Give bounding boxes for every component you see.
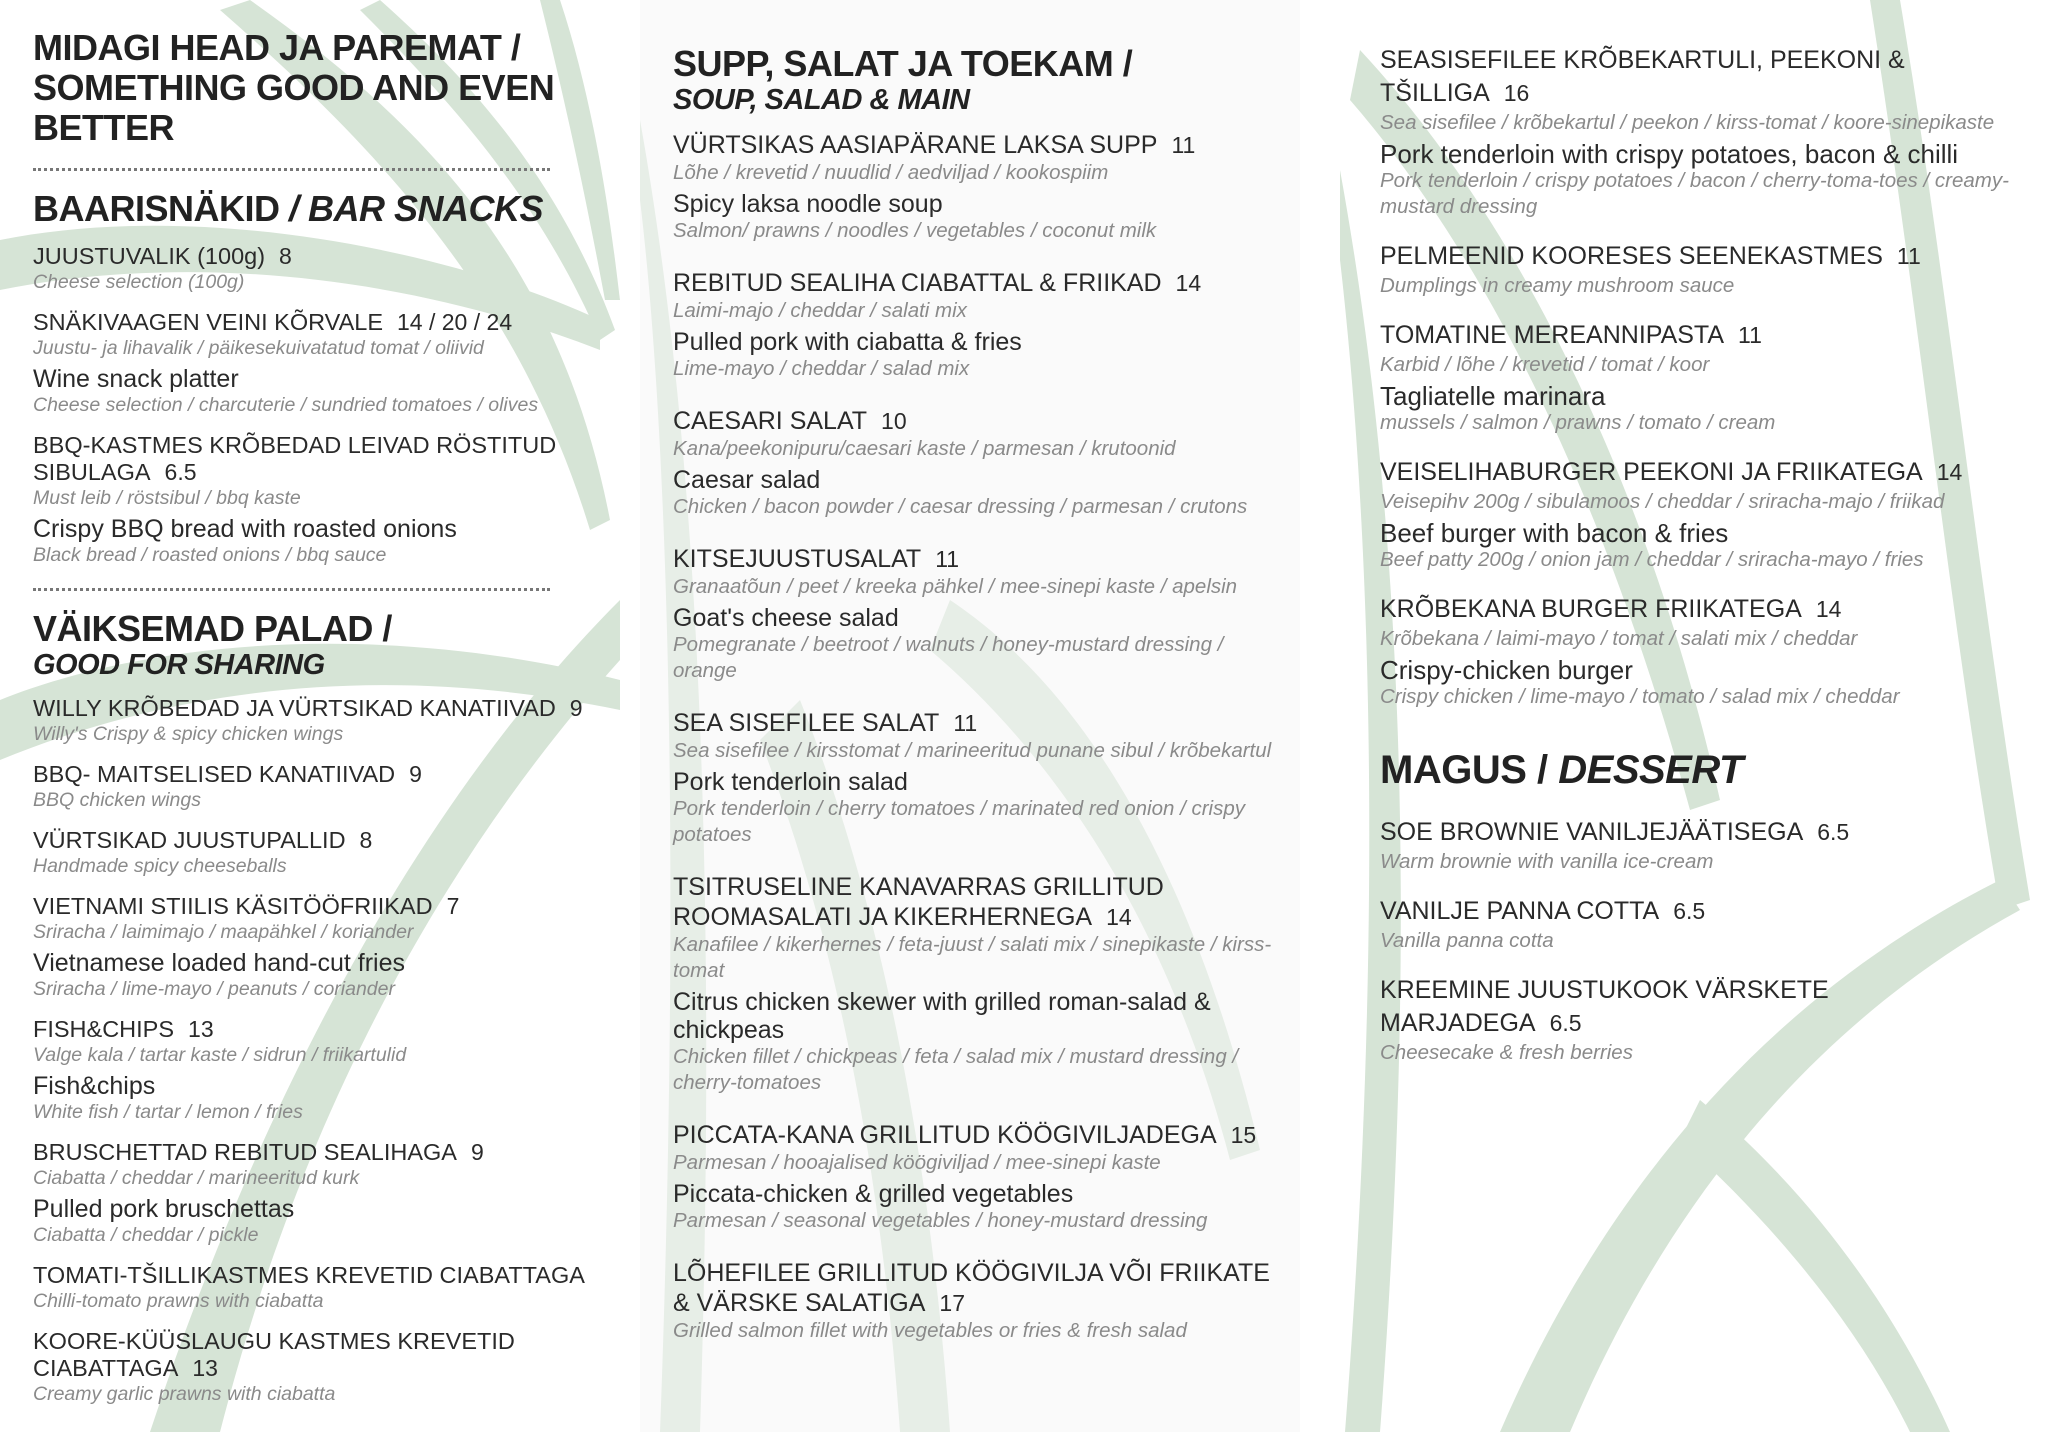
item-title-en: Tagliatelle marinara (1380, 381, 1606, 411)
item-title-et (33, 827, 590, 854)
item-price: 11 (1896, 243, 1921, 269)
item-name: KITSEJUUSTUSALAT (673, 545, 922, 573)
item-title-en: Pulled pork with ciabatta & fries (673, 328, 1022, 356)
menu-item (1380, 593, 2028, 710)
item-description-et: Sea sisefilee / krõbekartul / peekon / kirss-tomat / koore-sinepikaste (1380, 111, 1995, 134)
item-description-en: White fish / tartar / lemon / fries (33, 1101, 303, 1123)
item-description-et: Laimi-majo / cheddar / salati mix (673, 299, 967, 322)
item-name: VÜRTSIKAD JUUSTUPALLID (33, 827, 346, 853)
item-description-et: Ciabatta / cheddar / marineeritud kurk (33, 1167, 360, 1189)
item-name: TOMATI-TŠILLIKASTMES KREVETID CIABATTAGA (33, 1262, 585, 1288)
item-name: KREEMINE JUUSTUKOOK VÄRSKETE MARJADEGA (1380, 976, 1829, 1037)
section-heading (1380, 750, 2028, 790)
item-description-et: Granaatõun / peet / kreeka pähkel / mee-sinepi kaste / apelsin (673, 575, 1238, 598)
item-name: KOORE-KÜÜSLAUGU KASTMES KREVETID CIABATTAGA (33, 1328, 515, 1381)
menu-item (673, 1120, 1280, 1234)
item-price: 16 (1503, 80, 1530, 106)
item-title-en: Vietnamese loaded hand-cut fries (33, 949, 405, 977)
item-name: BBQ-KASTMES KRÕBEDAD LEIVAD RÖSTITUD SIBULAGA (33, 432, 557, 485)
menu-column-1 (0, 0, 620, 1432)
item-price: 14 (1106, 904, 1132, 930)
item-title-en: Citrus chicken skewer with grilled roman-salad & chickpeas (673, 988, 1211, 1044)
menu-item (673, 872, 1280, 1096)
item-description-et: Cheesecake & fresh berries (1380, 1041, 1633, 1064)
menu-item (33, 243, 590, 295)
section-heading (673, 44, 1280, 116)
item-price: 13 (192, 1355, 218, 1381)
item-price: 10 (881, 408, 907, 434)
section-heading-et: SUPP, SALAT JA TOEKAM / (673, 43, 1133, 84)
menu-item (33, 432, 590, 568)
item-description-en: Chicken fillet / chickpeas / feta / salad mix / mustard dressing / cherry-tomatoes (673, 1045, 1239, 1094)
item-name: REBITUD SEALIHA CIABATTAL & FRIIKAD (673, 269, 1162, 297)
item-price: 11 (1171, 132, 1196, 158)
item-description-et: Parmesan / hooajalised köögiviljad / mee-sinepi kaste (673, 1151, 1161, 1174)
section-heading (33, 609, 590, 681)
item-price: 11 (935, 546, 960, 572)
item-name: SEA SISEFILEE SALAT (673, 709, 940, 737)
menu-item (1380, 816, 2028, 875)
item-title-et (33, 309, 590, 336)
menu-item (1380, 240, 2028, 299)
item-title-et (33, 1262, 590, 1289)
item-price: 6.5 (1673, 898, 1706, 924)
item-description-en: Cheese selection / charcuterie / sundried tomatoes / olives (33, 394, 539, 416)
item-description-et: Chilli-tomato prawns with ciabatta (33, 1290, 324, 1312)
menu-item (673, 1258, 1280, 1344)
item-description-et: Juustu- ja lihavalik / päikesekuivatatud tomat / oliivid (33, 337, 484, 359)
item-description-et: Cheese selection (100g) (33, 271, 245, 293)
section-heading-et: MAGUS / (1380, 748, 1548, 792)
menu-title: MIDAGI HEAD JA PAREMAT / SOMETHING GOOD AND EVEN BETTER (33, 27, 555, 148)
item-description-et: Warm brownie with vanilla ice-cream (1380, 850, 1714, 873)
item-price: 9 (569, 695, 583, 721)
item-description-en: Pork tenderloin / crispy potatoes / bacon / cherry-toma-toes / creamy-mustard dressing (1380, 169, 2009, 218)
item-title-et (673, 406, 1280, 436)
item-title-et (1380, 44, 2028, 110)
menu-item (673, 708, 1280, 848)
item-title-et (33, 695, 590, 722)
item-description-et: Must leib / röstsibul / bbq kaste (33, 487, 301, 509)
item-title-en: Spicy laksa noodle soup (673, 190, 943, 218)
item-description-et: Kana/peekonipuru/caesari kaste / parmesan / krutoonid (673, 437, 1176, 460)
item-description-en: mussels / salmon / prawns / tomato / cream (1380, 411, 1776, 434)
item-price: 13 (188, 1016, 214, 1042)
item-name: TOMATINE MEREANNIPASTA (1380, 321, 1725, 349)
item-description-et: Dumplings in creamy mushroom sauce (1380, 274, 1735, 297)
item-title-en: Beef burger with bacon & fries (1380, 518, 1729, 548)
item-name: VIETNAMI STIILIS KÄSITÖÖFRIIKAD (33, 893, 433, 919)
item-name: KRÕBEKANA BURGER FRIIKATEGA (1380, 595, 1802, 623)
menu-item (33, 1262, 590, 1314)
item-name: FISH&CHIPS (33, 1016, 175, 1042)
section-heading-en: / BAR SNACKS (289, 188, 544, 229)
menu-item (33, 1328, 590, 1407)
section-heading (33, 189, 590, 229)
item-title-en: Wine snack platter (33, 365, 239, 393)
menu-item (673, 544, 1280, 684)
item-title-en: Crispy-chicken burger (1380, 655, 1633, 685)
menu-item (1380, 895, 2028, 954)
item-price: 15 (1230, 1122, 1257, 1148)
item-description-en: Pork tenderloin / cherry tomatoes / marinated red onion / crispy potatoes (673, 797, 1245, 846)
item-title-en: Piccata-chicken & grilled vegetables (673, 1180, 1074, 1208)
item-description-et: Creamy garlic prawns with ciabatta (33, 1383, 336, 1405)
item-description-et: Lõhe / krevetid / nuudlid / aedviljad / kookospiim (673, 161, 1109, 184)
item-name: LÕHEFILEE GRILLITUD KÖÖGIVILJA VÕI FRIIKATE & VÄRSKE SALATIGA (673, 1259, 1270, 1317)
item-title-et (1380, 240, 2028, 273)
item-name: SEASISEFILEE KRÕBEKARTULI, PEEKONI & TŠILLIGA (1380, 46, 1905, 107)
item-title-et (33, 1139, 590, 1166)
menu-column-2 (640, 0, 1300, 1432)
item-name: WILLY KRÕBEDAD JA VÜRTSIKAD KANATIIVAD (33, 695, 556, 721)
item-price: 6.5 (1549, 1010, 1582, 1036)
menu-item (673, 268, 1280, 382)
menu-item (1380, 319, 2028, 436)
item-description-et: Veisepihv 200g / sibulamoos / cheddar / sriracha-majo / friikad (1380, 490, 1945, 513)
menu-item (33, 893, 590, 1002)
section-heading-et: BAARISNÄKID (33, 188, 280, 229)
item-name: CAESARI SALAT (673, 407, 868, 435)
item-title-et (1380, 456, 2028, 489)
item-title-en: Pork tenderloin with crispy potatoes, bacon & chilli (1380, 139, 1959, 169)
item-name: SOE BROWNIE VANILJEJÄÄTISEGA (1380, 818, 1804, 846)
item-price: 8 (279, 243, 292, 269)
item-title-et (33, 243, 590, 270)
item-description-et: Grilled salmon fillet with vegetables or fries & fresh salad (673, 1319, 1187, 1342)
dotted-divider (33, 168, 550, 171)
menu-column-3 (1340, 0, 2048, 1432)
item-description-en: Black bread / roasted onions / bbq sauce (33, 544, 387, 566)
menu-item (1380, 456, 2028, 573)
item-description-en: Chicken / bacon powder / caesar dressing / parmesan / crutons (673, 495, 1248, 518)
item-title-et (673, 130, 1280, 160)
item-title-et (33, 893, 590, 920)
item-name: VÜRTSIKAS AASIAPÄRANE LAKSA SUPP (673, 131, 1158, 159)
section-heading-et: VÄIKSEMAD PALAD / (33, 608, 392, 649)
menu-item (1380, 974, 2028, 1066)
item-price: 9 (470, 1139, 484, 1165)
item-title-et (33, 761, 590, 788)
item-price: 17 (939, 1290, 965, 1316)
item-name: TSITRUSELINE KANAVARRAS GRILLITUD ROOMASALATI JA KIKERHERNEGA (673, 873, 1164, 931)
item-description-et: Sriracha / laimimajo / maapähkel / koriander (33, 921, 414, 943)
item-description-en: Lime-mayo / cheddar / salad mix (673, 357, 970, 380)
item-description-en: Ciabatta / cheddar / pickle (33, 1224, 259, 1246)
item-title-et (1380, 974, 2028, 1040)
item-price: 11 (1738, 322, 1762, 348)
menu-item (33, 695, 590, 747)
item-title-et (1380, 895, 2028, 928)
item-title-en: Pork tenderloin salad (673, 768, 908, 796)
item-name: JUUSTUVALIK (100g) (33, 243, 266, 269)
item-title-en: Pulled pork bruschettas (33, 1195, 295, 1223)
menu-item (33, 827, 590, 879)
item-description-en: Sriracha / lime-mayo / peanuts / coriander (33, 978, 395, 1000)
item-description-en: Pomegranate / beetroot / walnuts / honey-mustard dressing / orange (673, 633, 1224, 682)
item-name: PICCATA-KANA GRILLITUD KÖÖGIVILJADEGA (673, 1121, 1217, 1149)
item-title-et (673, 1120, 1280, 1150)
menu-item (673, 130, 1280, 244)
item-description-en: Salmon/ prawns / noodles / vegetables / coconut milk (673, 219, 1157, 242)
item-title-et (33, 1328, 590, 1382)
item-description-et: BBQ chicken wings (33, 789, 201, 811)
item-description-et: Willy's Crispy & spicy chicken wings (33, 723, 344, 745)
item-title-et (673, 708, 1280, 738)
menu-item (1380, 44, 2028, 220)
item-price: 14 (1936, 459, 1963, 485)
item-title-et (33, 432, 590, 486)
item-description-en: Beef patty 200g / onion jam / cheddar / sriracha-mayo / fries (1380, 548, 1924, 571)
item-title-en: Fish&chips (33, 1072, 156, 1100)
item-name: SNÄKIVAAGEN VEINI KÕRVALE (33, 309, 384, 335)
item-title-et (1380, 319, 2028, 352)
item-title-et (33, 1016, 590, 1043)
item-title-et (673, 872, 1280, 932)
item-name: VEISELIHABURGER PEEKONI JA FRIIKATEGA (1380, 458, 1923, 486)
item-description-et: Sea sisefilee / kirsstomat / marineeritud punane sibul / krõbekartul (673, 739, 1272, 762)
item-price: 14 / 20 / 24 (397, 309, 513, 335)
item-description-et: Krõbekana / laimi-mayo / tomat / salati mix / cheddar (1380, 627, 1858, 650)
item-price: 6.5 (164, 459, 197, 485)
item-price: 9 (409, 761, 422, 787)
item-title-en: Crispy BBQ bread with roasted onions (33, 515, 457, 543)
item-name: BRUSCHETTAD REBITUD SEALIHAGA (33, 1139, 457, 1165)
item-title-et (673, 544, 1280, 574)
dotted-divider (33, 588, 550, 591)
section-heading-en: SOUP, SALAD & MAIN (673, 84, 970, 116)
item-description-et: Handmade spicy cheeseballs (33, 855, 287, 877)
item-description-et: Valge kala / tartar kaste / sidrun / friikartulid (33, 1044, 407, 1066)
item-description-et: Kanafilee / kikerhernes / feta-juust / salati mix / sinepikaste / kirss-tomat (673, 933, 1272, 982)
item-description-en: Crispy chicken / lime-mayo / tomato / salad mix / cheddar (1380, 685, 1900, 708)
item-price: 7 (446, 893, 460, 919)
item-description-et: Vanilla panna cotta (1380, 929, 1554, 952)
item-title-et (673, 1258, 1280, 1318)
menu-item (33, 761, 590, 813)
item-title-et (673, 268, 1280, 298)
item-price: 6.5 (1817, 819, 1850, 845)
item-title-en: Caesar salad (673, 466, 821, 494)
item-price: 8 (359, 827, 373, 853)
menu-item (33, 1016, 590, 1125)
item-description-en: Parmesan / seasonal vegetables / honey-mustard dressing (673, 1209, 1208, 1232)
item-name: PELMEENID KOORESES SEENEKASTMES (1380, 242, 1883, 270)
item-price: 11 (953, 710, 978, 736)
item-price: 14 (1815, 596, 1842, 622)
item-title-et (1380, 593, 2028, 626)
item-title-et (1380, 816, 2028, 849)
item-description-et: Karbid / lõhe / krevetid / tomat / koor (1380, 353, 1710, 376)
menu-item (33, 1139, 590, 1248)
item-name: BBQ- MAITSELISED KANATIIVAD (33, 761, 396, 787)
menu-item (33, 309, 590, 418)
item-title-en: Goat's cheese salad (673, 604, 899, 632)
item-name: VANILJE PANNA COTTA (1380, 897, 1660, 925)
item-price: 14 (1175, 270, 1202, 296)
menu-item (673, 406, 1280, 520)
section-heading-en: GOOD FOR SHARING (33, 649, 325, 681)
section-heading-en: DESSERT (1558, 748, 1743, 792)
